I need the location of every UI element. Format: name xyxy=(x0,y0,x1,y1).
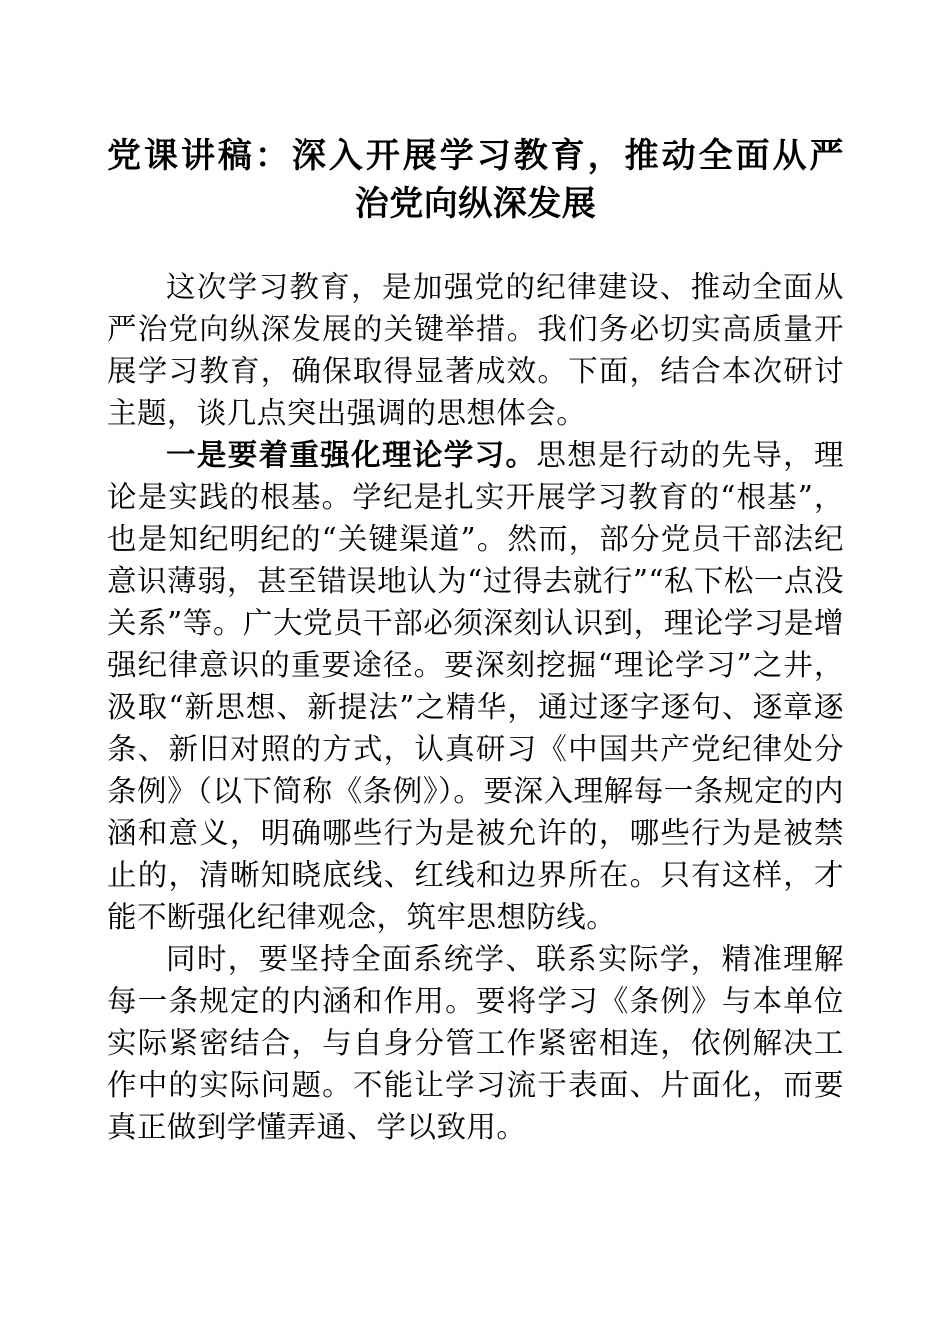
document-body xyxy=(107,0,844,1148)
paragraph-2-text: 思想是行动的先导，理论是实践的根基。学纪是扎实开展学习教育的“根基”，也是知纪明纪的“关键渠道”。然而，部分党员干部法纪意识薄弱，甚至错误地认为“过得去就行”“私下松一点没关系”等。广大党员干部必须深刻认识到，理论学习是增强纪律意识的重要途径。要深刻挖掘“理论学习”之井，汲取“新思想、新提法”之精华，通过逐字逐句、逐章逐条、新旧对照的方式，认真研习《中国共产党纪律处分条例》（以下简称《条例》）。要深入理解每一条规定的内涵和意义，明确哪些行为是被允许的，哪些行为是被禁止的，清晰知晓底线、红线和边界所在。只有这样，才能不断强化纪律观念，筑牢思想防线。 xyxy=(107,438,844,934)
paragraph-3-text: 同时，要坚持全面系统学、联系实际学，精准理解每一条规定的内涵和作用。要将学习《条例》与本单位实际紧密结合，与自身分管工作紧密相连，依例解决工作中的实际问题。不能让学习流于表面、片面化，而要真正做到学懂弄通、学以致用。 xyxy=(107,942,844,1144)
document-text-block xyxy=(107,266,844,1148)
paragraph-1-text: 这次学习教育，是加强党的纪律建设、推动全面从严治党向纵深发展的关键举措。我们务必切实高质量开展学习教育，确保取得显著成效。下面，结合本次研讨主题，谈几点突出强调的思想体会。 xyxy=(107,270,844,430)
paragraph-1 xyxy=(107,266,844,434)
paragraph-3 xyxy=(107,938,844,1148)
page-title-line-2: 治党向纵深发展 xyxy=(354,184,597,224)
page-title-line-1: 党课讲稿：深入开展学习教育，推动全面从严 xyxy=(107,136,844,176)
paragraph-2 xyxy=(107,434,844,938)
paragraph-2-lead: 一是要着重强化理论学习。 xyxy=(166,437,537,472)
page-title xyxy=(107,0,844,228)
